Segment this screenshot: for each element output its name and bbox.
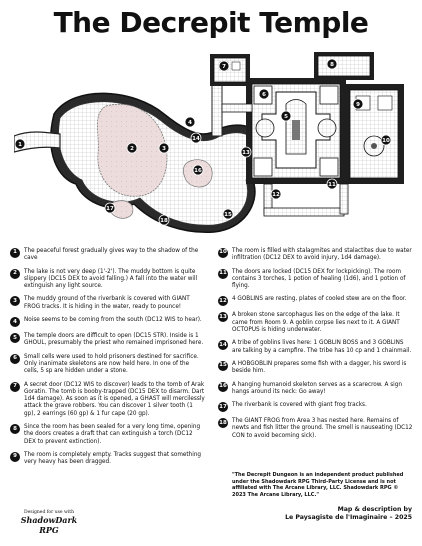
key-entry	[10, 333, 205, 348]
map-area-number: 3	[162, 146, 166, 152]
map-area-label	[381, 135, 391, 145]
map-area-label	[327, 59, 337, 69]
map-area-number: 16	[194, 168, 202, 174]
map-area-label	[259, 89, 269, 99]
entry-number-badge: 16	[218, 382, 228, 392]
map-area-number: 6	[262, 92, 266, 98]
entry-number-badge: 9	[10, 452, 20, 462]
credit	[232, 506, 412, 522]
east-wing	[344, 84, 404, 184]
entry-text: The temple doors are difficult to open (DC15 STR). Inside is 1 GHOUL, presumably the priest who remained imprisoned here.	[24, 333, 204, 347]
entry-number-badge: 11	[218, 269, 228, 279]
entry-text: 4 GOBLINS are resting, plates of cooled stew are on the floor.	[232, 296, 407, 303]
map-area-label	[241, 147, 251, 157]
entry-text: The muddy ground of the riverbank is covered with GIANT FROG tracks. It is hiding in the water, ready to pounce!	[24, 296, 190, 310]
key-entry	[218, 382, 414, 397]
map-area-label	[219, 61, 229, 71]
map-area-number: 18	[160, 218, 168, 224]
entry-text: The GIANT FROG from Area 3 has nested here. Remains of newts and fish litter the ground. The smell is nauseating (DC12 CON to avoid becoming sick).	[232, 418, 413, 439]
key-entry	[10, 269, 205, 291]
credit-line-2: Le Paysagiste de l'Imaginaire – 2025	[285, 514, 412, 522]
map-area-label	[15, 139, 25, 149]
map-area-label	[223, 209, 233, 219]
map-area-label	[185, 117, 195, 127]
map-area-label	[193, 165, 203, 175]
map-area-label	[159, 143, 169, 153]
entry-number-badge: 3	[10, 296, 20, 306]
entry-text: The riverbank is covered with giant frog tracks.	[232, 402, 367, 409]
entry-text: A secret door (DC12 WIS to discover) leads to the tomb of Arak Goratin. The tomb is booby-trapped (DC15 DEX to disarm. Dart 1d4 damage). As soon as it is opened, a GHAST will mercilessly attack the grave robbers. You can discover 1 silver tooth (1 gp), 2 earrings (60 gp) & 1 fur cape (20 gp).	[24, 381, 205, 417]
map-area-number: 15	[224, 212, 232, 218]
map-area-number: 9	[356, 102, 360, 108]
entry-number-badge: 2	[10, 269, 20, 279]
map-area-label	[281, 111, 291, 121]
key-entry	[10, 296, 205, 311]
corridor	[222, 104, 252, 112]
entry-number-badge: 4	[10, 317, 20, 327]
key-column-left	[10, 248, 205, 467]
key-entry	[218, 296, 414, 306]
map-area-number: 2	[130, 146, 134, 152]
key-entry	[10, 248, 205, 263]
key-entry	[218, 269, 414, 291]
map-area-number: 12	[272, 192, 280, 198]
dungeon-map	[14, 44, 412, 240]
map-area-label	[271, 189, 281, 199]
entry-number-badge: 1	[10, 248, 20, 258]
logo-tagline: Designed for use with	[23, 510, 75, 515]
logo-name: ShadowDark RPG	[20, 515, 78, 535]
shadowdark-logo	[14, 510, 84, 535]
entry-number-badge: 18	[218, 418, 228, 428]
entry-text: The lake is not very deep (1'-2'). The muddy bottom is quite slippery (DC15 DEX to avoid falling.) A fall into the water will extinguish any light source.	[24, 268, 198, 290]
page-title: The Decrepit Temple	[53, 6, 369, 39]
entry-number-badge: 7	[10, 382, 20, 392]
key-entry	[218, 248, 414, 263]
north-passage	[212, 84, 222, 136]
map-area-label	[105, 203, 115, 213]
entry-text: The doors are locked (DC15 DEX for lockpicking). The room contains 3 torches, 1 potion of healing (1d6), and 1 potion of flying.	[232, 268, 406, 290]
map-area-number: 4	[188, 120, 192, 126]
entry-number-badge: 5	[10, 333, 20, 343]
entry-text: The room is completely empty. Tracks suggest that something very heavy has been dragged.	[24, 451, 202, 466]
entry-text: A broken stone sarcophagus lies on the edge of the lake. It came from Room 9. A goblin corpse lies next to it. A GIANT OCTOPUS is hiding underwater.	[232, 312, 400, 334]
map-area-number: 8	[330, 62, 334, 68]
entry-text: A tribe of goblins lives here: 1 GOBLIN BOSS and 3 GOBLINS are talking by a campfire. The tribe has 10 cp and 1 chainmail.	[232, 340, 412, 354]
key-entry	[10, 452, 205, 467]
entry-text: The peaceful forest gradually gives way to the shadow of the cave	[24, 248, 199, 262]
map-area-label	[353, 99, 363, 109]
key-entry	[218, 312, 414, 334]
license-disclaimer: "The Decrepit Dungeon is an independent product published under the Shadowdark RPG Third-Party License and is not affiliated with The Arcane Library, LLC. Shadowdark RPG © 2023 The Arcane Library, LLC."	[232, 472, 404, 498]
corridor	[264, 208, 344, 216]
key-entry	[218, 340, 414, 355]
map-area-number: 1	[18, 142, 22, 148]
key-entry	[10, 354, 205, 376]
entry-text: Small cells were used to hold prisoners destined for sacrifice. Only inanimate skeletons are now held here. In one of the cells, 5 sp are hidden under a stone.	[24, 353, 199, 375]
entry-number-badge: 8	[10, 424, 20, 434]
map-area-number: 11	[328, 182, 336, 188]
entry-text: A HOBGOBLIN prepares some fish with a dagger, his sword is beside him.	[232, 360, 407, 375]
map-area-label	[127, 143, 137, 153]
key-entry	[10, 424, 205, 446]
entry-number-badge: 10	[218, 248, 228, 258]
map-area-label	[327, 179, 337, 189]
entry-text: Since the room has been sealed for a very long time, opening the doors creates a draft that can extinguish a torch (DC12 DEX to prevent extinction).	[24, 424, 201, 445]
map-area-label	[159, 215, 169, 225]
entry-number-badge: 13	[218, 312, 228, 322]
map-area-number: 17	[106, 206, 114, 212]
corridor	[340, 184, 348, 214]
map-area-number: 7	[222, 64, 226, 70]
entry-number-badge: 14	[218, 340, 228, 350]
key-entry	[218, 402, 414, 412]
entry-text: Noise seems to be coming from the south (DC12 WIS to hear).	[24, 317, 202, 324]
map-area-number: 5	[284, 114, 288, 120]
map-area-number: 10	[382, 138, 390, 144]
map-area-number: 13	[242, 150, 250, 156]
entry-number-badge: 17	[218, 402, 228, 412]
key-column-right	[218, 248, 414, 440]
key-entry	[10, 382, 205, 418]
entry-number-badge: 12	[218, 296, 228, 306]
credit-line-1: Map & description by	[337, 506, 412, 513]
key-entry	[218, 418, 414, 440]
key-entry	[218, 361, 414, 376]
entry-number-badge: 15	[218, 361, 228, 371]
map-area-label	[191, 133, 201, 143]
entry-number-badge: 6	[10, 354, 20, 364]
entry-text: A hanging humanoid skeleton serves as a scarecrow. A sign hangs around its neck: Go away!	[232, 381, 402, 395]
map-area-number: 14	[192, 136, 200, 142]
entry-text: The room is filled with stalagmites and stalactites due to water infiltration (DC12 DEX to avoid injury, 1d4 damage).	[232, 248, 412, 262]
key-entry	[10, 317, 205, 327]
